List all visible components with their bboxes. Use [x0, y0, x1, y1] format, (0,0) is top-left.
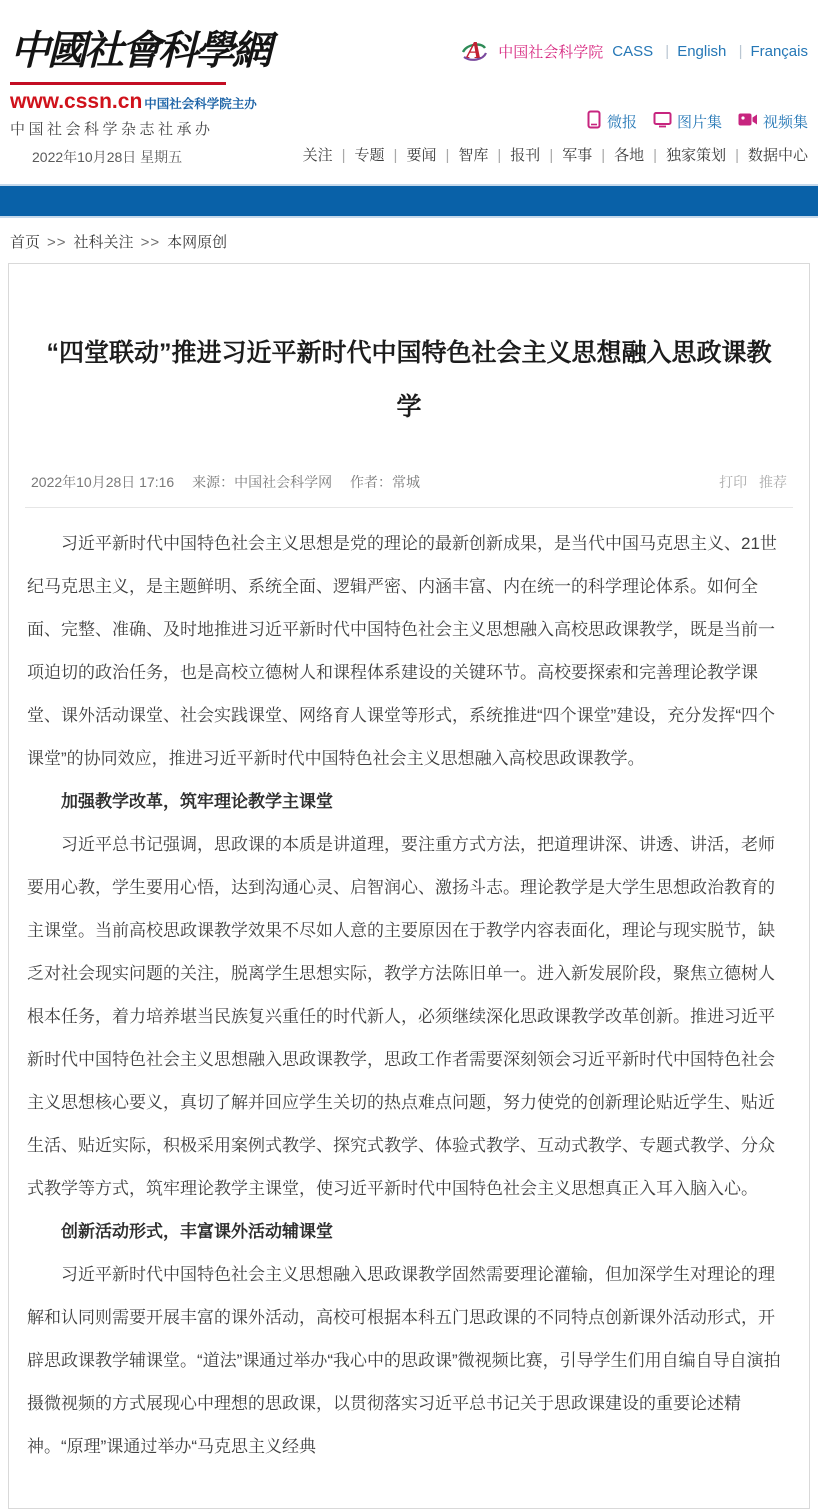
top-nav-link[interactable]: | 各地 — [592, 147, 644, 164]
top-nav-link[interactable]: | 专题 — [333, 147, 385, 164]
top-nav-link[interactable]: | 数据中心 — [726, 147, 808, 164]
top-nav-link[interactable]: | 要闻 — [385, 147, 437, 164]
breadcrumb-link[interactable]: 首页 — [10, 234, 41, 251]
article-meta — [31, 472, 434, 492]
link-english[interactable]: | English — [657, 43, 726, 60]
article-datetime: 2022年10月28日 17:16 — [31, 474, 175, 490]
article-body — [25, 508, 793, 1468]
cass-logo-icon — [459, 36, 489, 66]
print-button[interactable]: 打印 — [719, 474, 748, 490]
gallery-link[interactable] — [653, 111, 722, 132]
article-meta-row — [25, 472, 793, 508]
top-nav — [303, 144, 808, 165]
breadcrumb-link[interactable]: >> 本网原创 — [134, 234, 228, 251]
organizer-label: 中国社会科学杂志社承办 — [10, 121, 214, 138]
primary-nav-bar — [0, 184, 818, 218]
video-label: 视频集 — [762, 114, 808, 131]
breadcrumb-link[interactable]: >> 社科关注 — [40, 234, 134, 251]
weibao-link[interactable] — [587, 110, 637, 133]
article-source: 来源：中国社会科学网 — [192, 474, 333, 490]
cass-chinese-link[interactable]: 中国社会科学院 — [498, 43, 604, 61]
top-nav-link[interactable]: | 军事 — [540, 147, 592, 164]
site-url: www.cssn.cn — [10, 90, 143, 113]
language-links — [612, 43, 808, 60]
top-nav-link[interactable]: 关注 — [302, 147, 333, 164]
gallery-icon — [653, 111, 672, 132]
svg-text:A: A — [466, 38, 483, 62]
recommend-button[interactable]: 推荐 — [759, 474, 787, 490]
current-date: 2022年10月28日 星期五 — [32, 149, 183, 165]
site-logo-calligraphy: 中國社會科學網 — [10, 27, 269, 74]
site-header — [0, 0, 818, 184]
link-cass-en[interactable]: CASS — [612, 42, 654, 60]
site-logo[interactable] — [10, 22, 269, 167]
media-links-row — [303, 110, 808, 133]
top-nav-link[interactable]: | 智库 — [436, 147, 488, 164]
article-paragraph: 习近平总书记强调，思政课的本质是讲道理，要注重方式方法，把道理讲深、讲透、讲活，老师要用心教，学生要用心悟，达到沟通心灵、启智润心、激扬斗志。理论教学是大学生思想政治教育的主课堂。当前高校思政课教学效果不尽如人意的主要原因在于教学内容表面化，理论与现实脱节，缺乏对社会现实问题的关注，脱离学生思想实际，教学方法陈旧单一。进入新发展阶段，聚焦立德树人根本任务，着力培养堪当民族复兴重任的时代新人，必须继续深化思政课教学改革创新。推进习近平新时代中国特色社会主义思想融入思政课教学，思政工作者需要深刻领会习近平新时代中国特色社会主义思想核心要义，真切了解并回应学生关切的热点难点问题，努力使党的创新理论贴近学生、贴近生活、贴近实际，积极采用案例式教学、探究式教学、体验式教学、互动式教学、专题式教学、分众式教学等方式，筑牢理论教学主课堂，使习近平新时代中国特色社会主义思想真正入耳入脑入心。 — [27, 835, 775, 1198]
logo-red-divider — [10, 82, 226, 85]
video-link[interactable] — [738, 111, 808, 132]
article-paragraph: 加强教学改革，筑牢理论教学主课堂 — [61, 792, 333, 811]
article-paragraph: 创新活动形式，丰富课外活动辅课堂 — [61, 1222, 333, 1241]
top-links-row — [303, 36, 808, 66]
video-camera-icon — [738, 112, 758, 131]
breadcrumb — [0, 218, 818, 261]
article-title: “四堂联动”推进习近平新时代中国特色社会主义思想融入思政课教学 — [46, 339, 772, 421]
article-container — [8, 263, 810, 1509]
mobile-paper-icon — [587, 110, 602, 133]
top-nav-link[interactable]: | 独家策划 — [644, 147, 726, 164]
link-francais[interactable]: | Français — [731, 43, 808, 60]
gallery-label: 图片集 — [676, 114, 722, 131]
article-author: 作者：常城 — [350, 474, 420, 490]
article-actions — [711, 472, 787, 492]
article-paragraph: 习近平新时代中国特色社会主义思想是党的理论的最新创新成果，是当代中国马克思主义、21世纪马克思主义，是主题鲜明、系统全面、逻辑严密、内涵丰富、内在统一的科学理论体系。如何全面、完整、准确、及时地推进习近平新时代中国特色社会主义思想融入高校思政课教学，既是当前一项迫切的政治任务，也是高校立德树人和课程体系建设的关键环节。高校要探索和完善理论教学课堂、课外活动课堂、社会实践课堂、网络育人课堂等形式，系统推进“四个课堂”建设，充分发挥“四个课堂”的协同效应，推进习近平新时代中国特色社会主义思想融入高校思政课教学。 — [27, 534, 777, 768]
article-paragraph: 习近平新时代中国特色社会主义思想融入思政课教学固然需要理论灌输，但加深学生对理论的理解和认同则需要开展丰富的课外活动，高校可根据本科五门思政课的不同特点创新课外活动形式，开辟思政课教学辅课堂。“道法”课通过举办“我心中的思政课”微视频比赛，引导学生们用自编自导自演拍摄微视频的方式展现心中理想的思政课，以贯彻落实习近平总书记关于思政课建设的重要论述精神。“原理”课通过举办“马克思主义经典 — [27, 1265, 781, 1456]
sponsor-label: 中国社会科学院主办 — [144, 97, 257, 111]
top-nav-link[interactable]: | 报刊 — [488, 147, 540, 164]
weibao-label: 微报 — [606, 114, 637, 131]
